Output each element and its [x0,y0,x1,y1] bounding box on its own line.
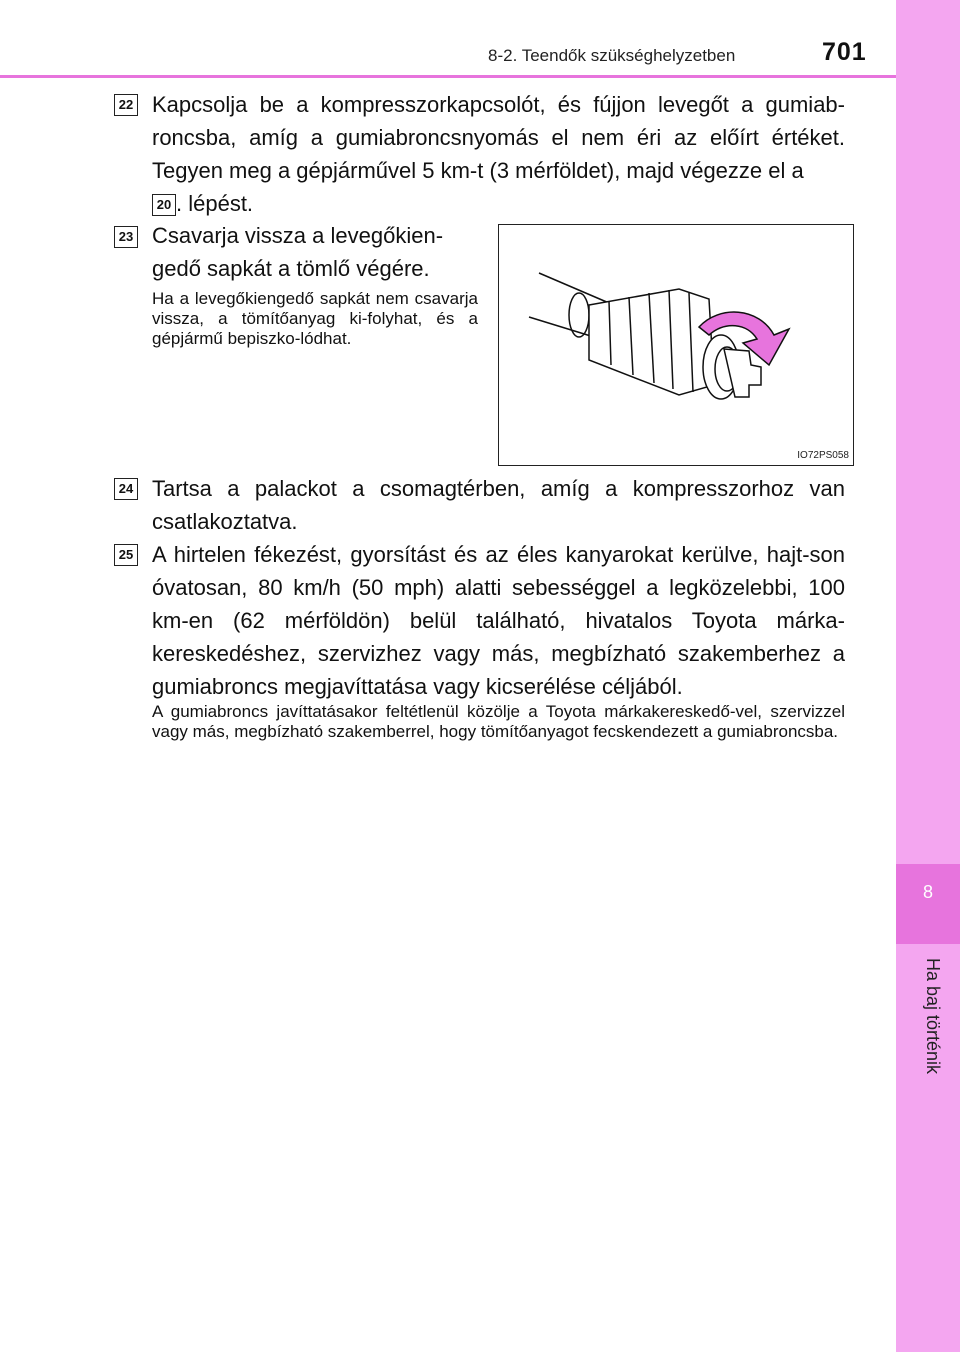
step-22-text [152,88,845,220]
step-22-text-tail: . lépést. [176,191,254,216]
hose-cap-illustration [498,224,854,466]
step-number-23: 23 [114,226,138,248]
chapter-side-tab [896,0,960,1352]
step-number-25: 25 [114,544,138,566]
chapter-number-box [896,864,960,944]
header-divider [0,75,896,78]
chapter-number: 8 [922,882,933,902]
step-22-text-main: Kapcsolja be a kompresszorkapcsolót, és fújjon levegőt a gumiab-roncsba, amíg a gumiabroncsnyomás el nem éri az előírt értéket. Tegyen meg a gépjárművel 5 km-t (3 mérföldet), majd végezze el a [152,92,845,183]
step-23-text: Csavarja vissza a levegőkien-gedő sapkát a tömlő végére. [152,223,444,281]
figure-code: IO72PS058 [797,450,849,461]
step-24-text: Tartsa a palackot a csomagtérben, amíg a kompresszorhoz van csatlakoztatva. [152,476,845,534]
step-number-22: 22 [114,94,138,116]
hose-cap-drawing [499,225,853,465]
step-25-text: A hirtelen fékezést, gyorsítást és az éles kanyarokat kerülve, hajt-son óvatosan, 80 km/h (50 mph) alatti sebességgel a legközelebbi, 100 km-en (62 mérföldön) belül található, hivatalos Toyota márka-kereskedéshez, szervizhez vagy más, megbízható szakemberhez a gumiabroncs megjavíttatása vagy kicserélése céljából. [152,542,845,699]
step-25-note: A gumiabroncs javíttatásakor feltétlenül közölje a Toyota márkakereskedő-vel, szervizzel vagy más, megbízható szakemberrel, hogy tömítőanyagot fecskendezett a gumiabroncsba. [152,702,845,741]
step-reference-20: 20 [152,194,176,216]
page-number: 701 [822,38,867,66]
chapter-title: Ha baj történik [923,958,943,1075]
step-23-note: Ha a levegőkiengedő sapkát nem csavarja vissza, a tömítőanyag ki-folyhat, és a gépjármű bepiszko-lódhat. [152,289,478,348]
section-title: 8-2. Teendők szükséghelyzetben [488,46,736,65]
step-number-24: 24 [114,478,138,500]
